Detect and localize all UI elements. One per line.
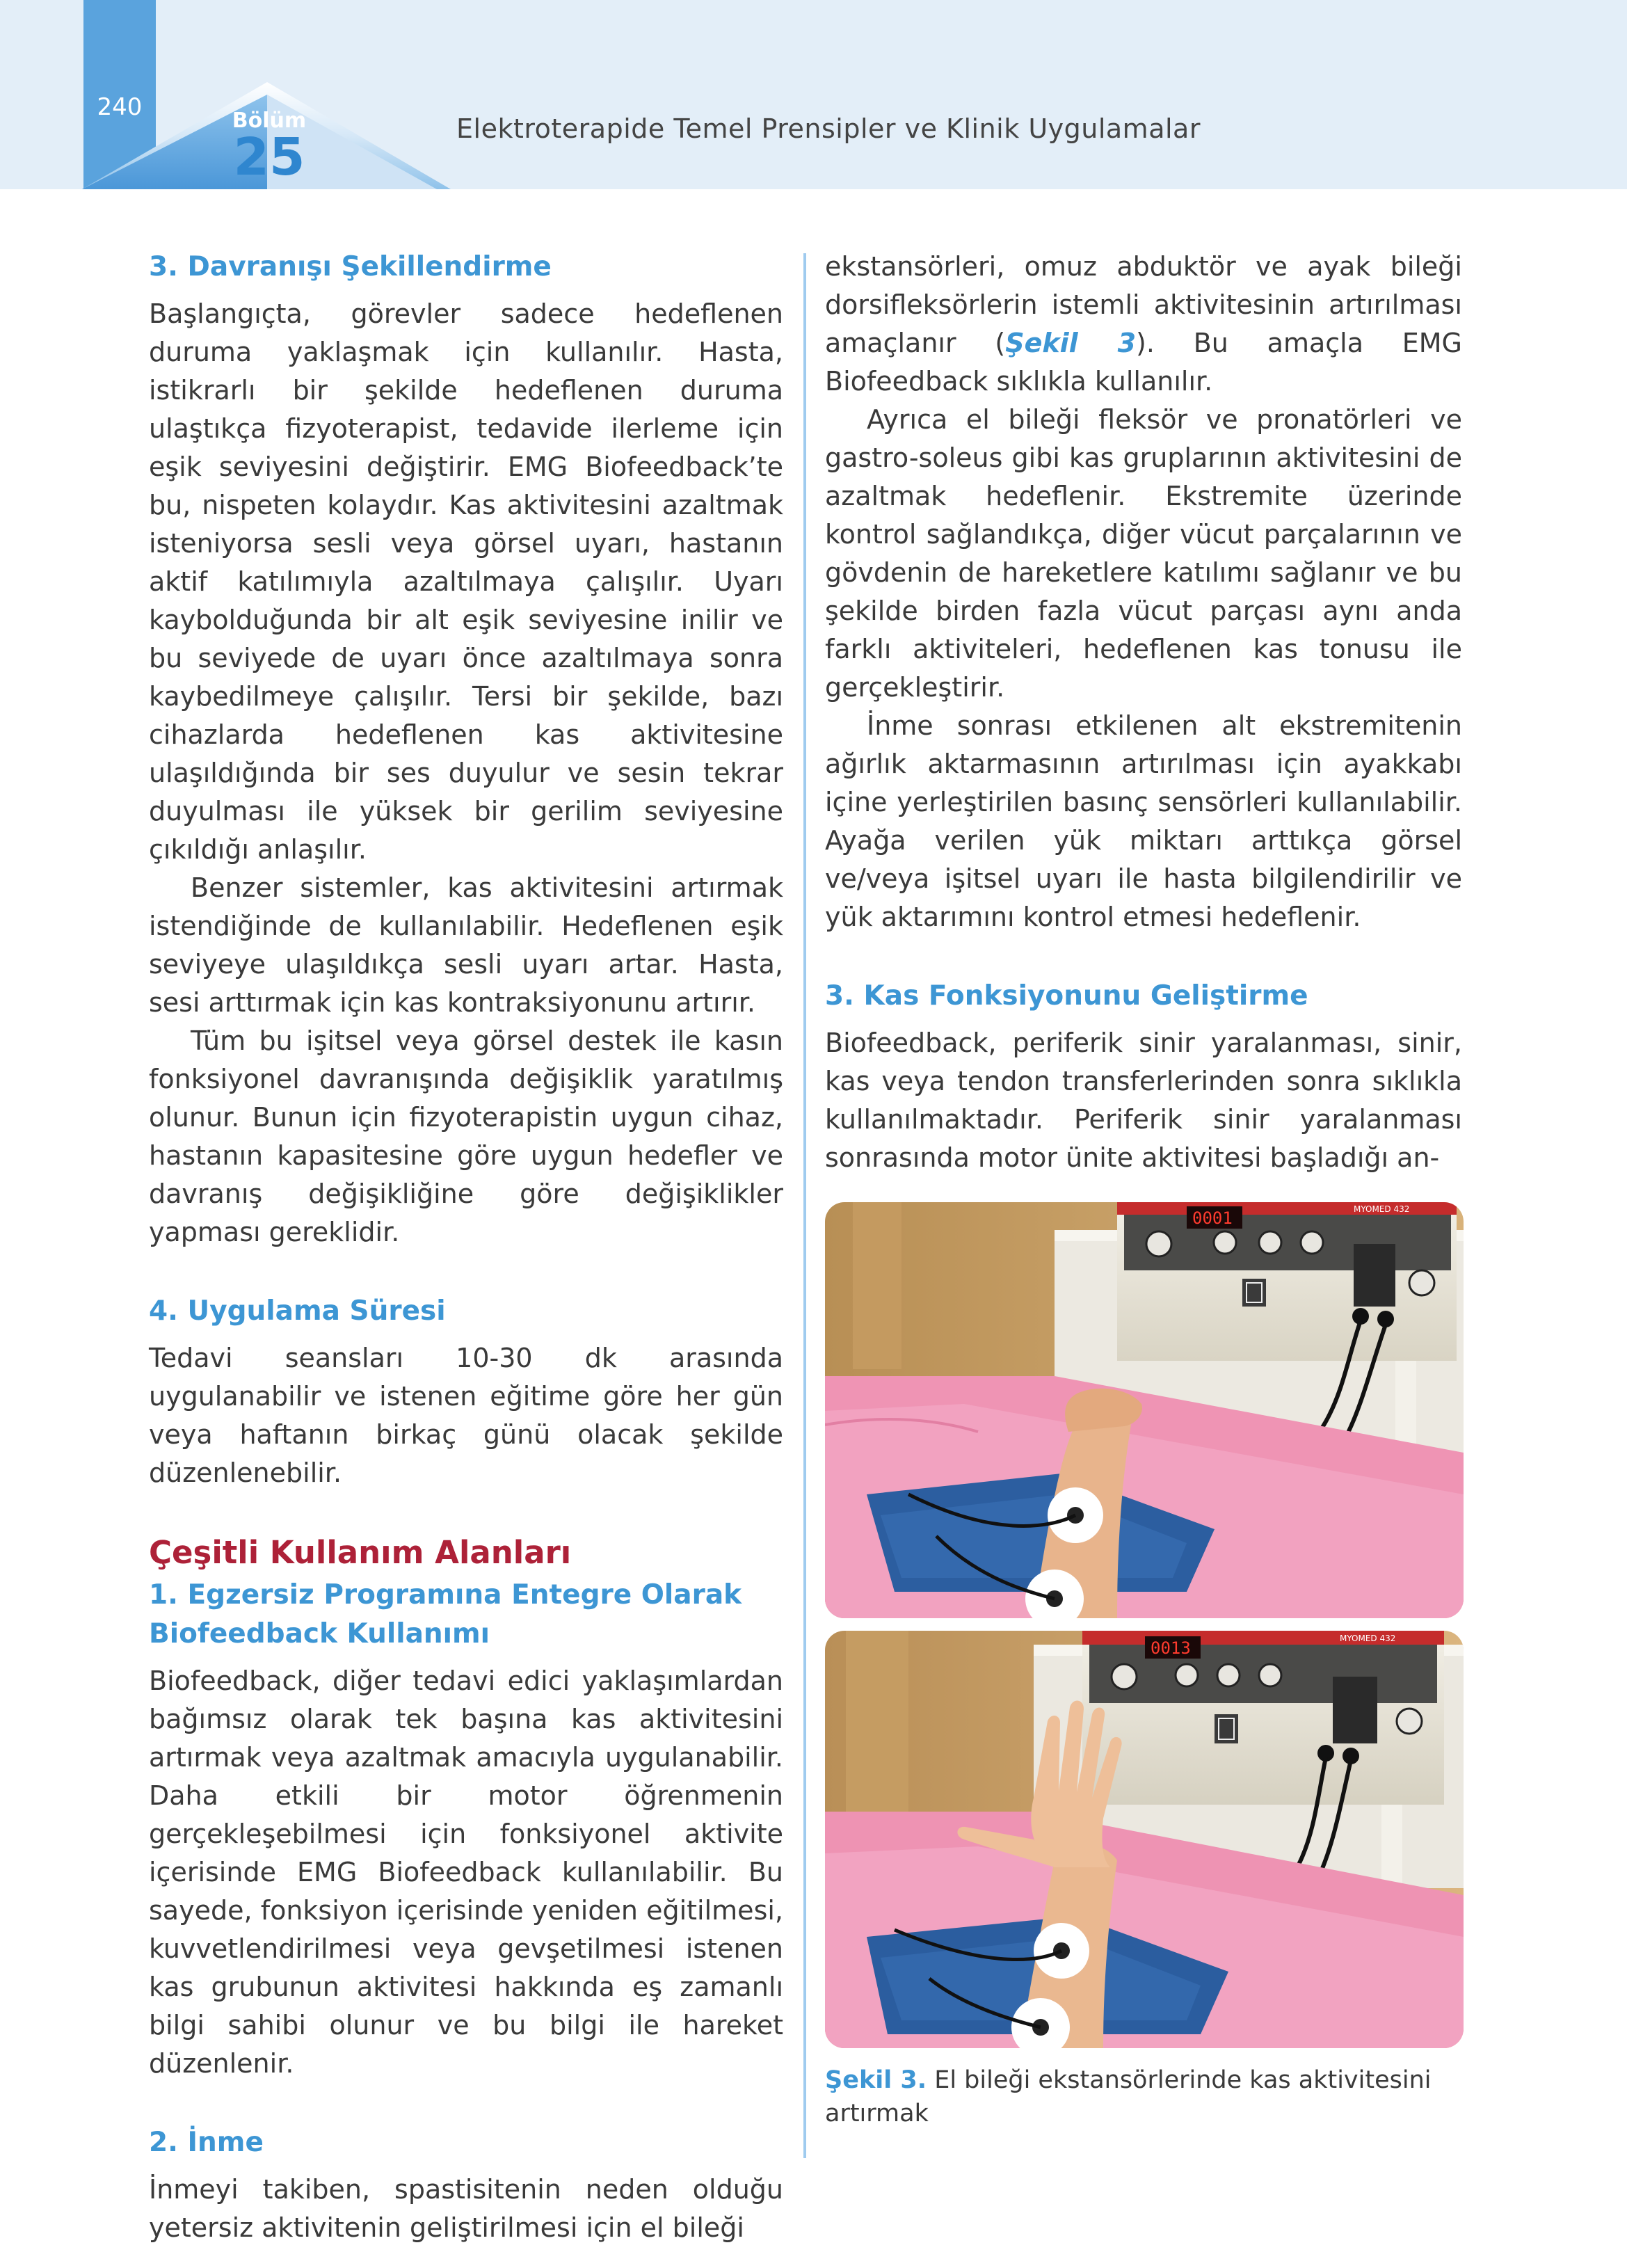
paragraph: Başlangıçta, görevler sadece hedeflenen duruma yaklaşmak için kullanılır. Hasta, istikrarlı bir şekilde hedeflenen duruma ulaştıkça fizyoterapist, tedavide ilerleme için eşik seviyesini değiştirir. EMG Biofeedback’te bu, nispeten kolaydır. Kas aktivitesini azaltmak isteniyorsa sesli veya görsel uyarı, hastanın aktif katılımıyla azaltılmaya çalışılır. Uyarı kaybolduğunda bir alt eşik seviyesine inilir ve bu seviyede de uyarı önce azaltılmaya sonra kaybedilmeye çalışılır. Tersi bir şekilde, bazı cihazlarda hedeflenen kas aktivitesine ulaşıldığında bir ses duyulur ve sesin tekrar duyulması ile yüksek bir gerilim seviyesine çıkıldığı anlaşılır. [149, 298, 783, 865]
figure-photo-relaxed-hand [825, 1202, 1464, 1618]
subheading-line: 1. Egzersiz Programına Entegre Olarak [149, 1579, 742, 1611]
paragraph: İnmeyi takiben, spastisitenin neden olduğu yetersiz aktivitenin geliştirilmesi için el bileği [149, 2174, 783, 2243]
running-title: Elektroterapide Temel Prensipler ve Klinik Uygulamalar [456, 113, 1201, 144]
paragraph [825, 248, 1462, 401]
figure-caption [825, 2063, 1462, 2130]
right-column [825, 248, 1462, 1177]
device-display: 0013 [1151, 1638, 1191, 1658]
figure-caption-label: Şekil 3. [825, 2066, 927, 2094]
paragraph: Tüm bu işitsel veya görsel destek ile kasın fonksiyonel davranışında değişiklik yaratılmış olunur. Bunun için fizyoterapistin uygun cihaz, hastanın kapasitesine göre uygun hedefler ve davranış değişikliğine göre değişiklikler yapması gereklidir. [149, 1025, 783, 1247]
page-number: 240 [97, 93, 143, 121]
left-column [149, 248, 783, 2247]
paragraph: İnme sonrası etkilenen alt ekstremitenin ağırlık aktarmasının artırılması için ayakkabı içine yerleştirilen basınç sensörleri kullanılabilir. Ayağa verilen yük miktarı arttıkça görsel ve/veya işitsel uyarı ile hasta bilgilendirilir ve yük aktarımını kontrol etmesi hedeflenir. [825, 710, 1462, 932]
device-display: 0001 [1192, 1208, 1233, 1228]
figure-caption-text: El bileği ekstansörlerinde kas aktivitesini artırmak [825, 2066, 1432, 2127]
section-heading-usage-areas: Çeşitli Kullanım Alanları [149, 1534, 572, 1571]
paragraph: Biofeedback, periferik sinir yaralanması, sinir, kas veya tendon transferlerinden sonra sıklıkla kullanılmaktadır. Periferik sinir yaralanması sonrasında motor ünite aktivitesi başladığı an- [825, 1028, 1462, 1173]
figure-reference[interactable]: Şekil 3 [1005, 328, 1137, 358]
device-brand: MYOMED 432 [1340, 1634, 1396, 1643]
figure-photo-extended-hand [825, 1631, 1464, 2048]
paragraph: Ayrıca el bileği fleksör ve pronatörleri ve gastro-soleus gibi kas gruplarının aktivitesini de azaltmak hedeflenir. Ekstremite üzerinde kontrol sağlandıkça, diğer vücut parçalarının ve gövdenin de hareketlere katılımı sağlanır ve bu şekilde birden fazla vücut parçası aynı anda farklı aktiviteleri, hedeflenen kas tonusu ile gerçekleştirir. [825, 404, 1462, 703]
chapter-label: Bölüm [232, 109, 307, 133]
section-heading-muscle-function: 3. Kas Fonksiyonunu Geliştirme [825, 980, 1308, 1012]
paragraph: Benzer sistemler, kas aktivitesini artırmak istendiğinde de kullanılabilir. Hedeflenen eşik seviyeye ulaşıldıkça sesli uyarı artar. Hasta, sesi arttırmak için kas kontraksiyonunu artırır. [149, 872, 783, 1018]
subheading-line: Biofeedback Kullanımı [149, 1618, 490, 1650]
section-heading-shaping: 3. Davranışı Şekillendirme [149, 251, 552, 282]
chapter-number: 25 [233, 127, 305, 187]
paragraph: Tedavi seansları 10-30 dk arasında uygulanabilir ve istenen eğitime göre her gün veya haftanın birkaç günü olacak şekilde düzenlenebilir. [149, 1343, 783, 1488]
text-run: ). Bu amaçla EMG Biofeedback sıklıkla kullanılır. [825, 328, 1462, 397]
text-run: ekstansörleri, omuz abduktör ve ayak bileği dorsifleksörlerin istemli aktivitesinin artırılması amaçlanır ( [825, 251, 1462, 358]
column-divider [803, 253, 806, 2158]
device-brand: MYOMED 432 [1354, 1204, 1410, 1214]
section-heading-stroke: 2. İnme [149, 2127, 264, 2158]
section-heading-duration: 4. Uygulama Süresi [149, 1295, 446, 1327]
paragraph: Biofeedback, diğer tedavi edici yaklaşımlardan bağımsız olarak tek başına kas aktivitesini artırmak veya azaltmak amacıyla uygulanabilir. Daha etkili bir motor öğrenmenin gerçekleşebilmesi için fonksiyonel aktivite içerisinde EMG Biofeedback kullanılabilir. Bu sayede, fonksiyon içerisinde yeniden eğitilmesi, kuvvetlendirilmesi veya gevşetilmesi istenen kas grubunun aktivitesi hakkında eş zamanlı bilgi sahibi olunur ve bu bilgi ile hareket düzenlenir. [149, 1666, 783, 2079]
